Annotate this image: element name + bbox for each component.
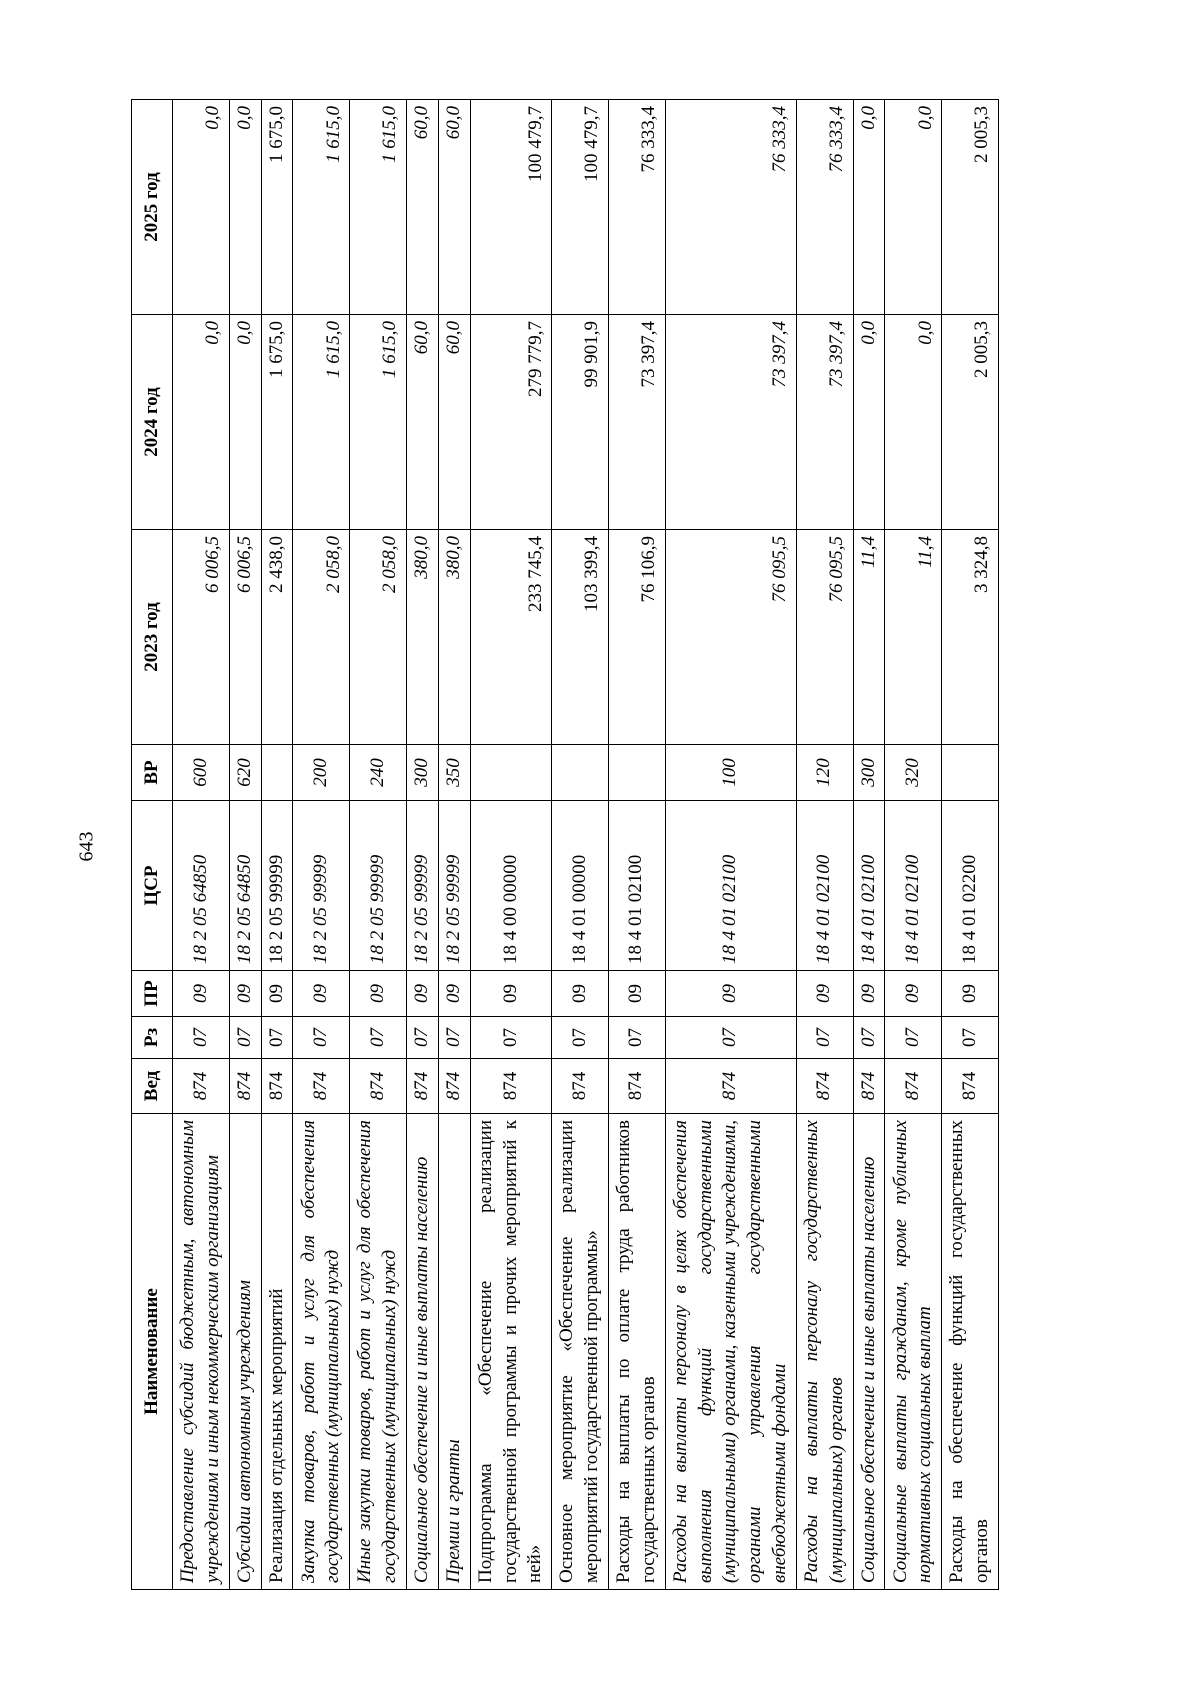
cell-rz: 07 [942, 1017, 999, 1059]
cell-vr: 300 [853, 745, 885, 801]
cell-ved: 874 [608, 1059, 665, 1114]
header-csr: ЦСР [132, 801, 173, 971]
cell-name: Основное мероприятие «Обеспечение реализации мероприятий государственной программы» [552, 1114, 609, 1590]
table-row [350, 100, 407, 1590]
cell-pr: 09 [885, 971, 942, 1017]
cell-ved: 874 [406, 1059, 438, 1114]
cell-name: Расходы на обеспечение функций государственных органов [942, 1114, 999, 1590]
cell-rz: 07 [438, 1017, 470, 1059]
cell-name: Премии и гранты [438, 1114, 470, 1590]
cell-2024: 1 675,0 [261, 315, 293, 530]
cell-2024: 0,0 [885, 315, 942, 530]
cell-rz: 07 [173, 1017, 230, 1059]
cell-pr: 09 [293, 971, 350, 1017]
table-row [470, 100, 552, 1590]
cell-rz: 07 [552, 1017, 609, 1059]
cell-rz: 07 [796, 1017, 853, 1059]
cell-2023: 6 006,5 [229, 530, 261, 745]
cell-vr: 620 [229, 745, 261, 801]
cell-2025: 60,0 [406, 100, 438, 315]
cell-pr: 09 [608, 971, 665, 1017]
cell-csr: 18 4 01 02100 [608, 801, 665, 971]
cell-vr: 300 [406, 745, 438, 801]
cell-2023: 103 399,4 [552, 530, 609, 745]
cell-2025: 1 615,0 [350, 100, 407, 315]
cell-name: Субсидии автономным учреждениям [229, 1114, 261, 1590]
cell-pr: 09 [229, 971, 261, 1017]
cell-rz: 07 [608, 1017, 665, 1059]
cell-csr: 18 4 01 02100 [885, 801, 942, 971]
header-rz: Рз [132, 1017, 173, 1059]
table-row [406, 100, 438, 1590]
header-name: Наименование [132, 1114, 173, 1590]
cell-vr [942, 745, 999, 801]
header-ved: Вед [132, 1059, 173, 1114]
cell-pr: 09 [438, 971, 470, 1017]
cell-rz: 07 [229, 1017, 261, 1059]
table-row [173, 100, 230, 1590]
cell-2023: 380,0 [438, 530, 470, 745]
table-row [608, 100, 665, 1590]
cell-pr: 09 [173, 971, 230, 1017]
header-pr: ПР [132, 971, 173, 1017]
page-number: 643 [75, 831, 98, 862]
cell-csr: 18 2 05 64850 [229, 801, 261, 971]
cell-2024: 0,0 [173, 315, 230, 530]
cell-2025: 60,0 [438, 100, 470, 315]
cell-name: Закупка товаров, работ и услуг для обеспечения государственных (муниципальных) нужд [293, 1114, 350, 1590]
table-row [229, 100, 261, 1590]
cell-rz: 07 [293, 1017, 350, 1059]
cell-ved: 874 [942, 1059, 999, 1114]
cell-ved: 874 [350, 1059, 407, 1114]
cell-2023: 11,4 [853, 530, 885, 745]
cell-2023: 380,0 [406, 530, 438, 745]
cell-2023: 3 324,8 [942, 530, 999, 745]
cell-ved: 874 [552, 1059, 609, 1114]
cell-csr: 18 2 05 99999 [406, 801, 438, 971]
cell-name: Социальное обеспечение и иные выплаты населению [406, 1114, 438, 1590]
header-vr: ВР [132, 745, 173, 801]
table-row [552, 100, 609, 1590]
cell-vr: 240 [350, 745, 407, 801]
cell-2024: 1 615,0 [350, 315, 407, 530]
cell-name: Социальные выплаты гражданам, кроме публичных нормативных социальных выплат [885, 1114, 942, 1590]
cell-name: Расходы на выплаты по оплате труда работников государственных органов [608, 1114, 665, 1590]
table-row [942, 100, 999, 1590]
rotated-page-content [131, 100, 999, 1590]
cell-2023: 2 058,0 [293, 530, 350, 745]
cell-pr: 09 [261, 971, 293, 1017]
cell-vr [552, 745, 609, 801]
table-header-row [132, 100, 173, 1590]
cell-name: Расходы на выплаты персоналу государственных (муниципальных) органов [796, 1114, 853, 1590]
cell-2025: 1 615,0 [293, 100, 350, 315]
cell-ved: 874 [293, 1059, 350, 1114]
cell-rz: 07 [470, 1017, 552, 1059]
cell-csr: 18 4 00 00000 [470, 801, 552, 971]
cell-csr: 18 4 01 02100 [796, 801, 853, 971]
cell-2025: 100 479,7 [552, 100, 609, 315]
cell-2023: 11,4 [885, 530, 942, 745]
cell-ved: 874 [885, 1059, 942, 1114]
cell-pr: 09 [796, 971, 853, 1017]
cell-rz: 07 [261, 1017, 293, 1059]
cell-csr: 18 4 01 02100 [853, 801, 885, 971]
cell-csr: 18 2 05 99999 [261, 801, 293, 971]
table-row [293, 100, 350, 1590]
cell-2023: 76 095,5 [796, 530, 853, 745]
cell-2025: 76 333,4 [608, 100, 665, 315]
cell-rz: 07 [885, 1017, 942, 1059]
cell-vr [470, 745, 552, 801]
cell-vr: 120 [796, 745, 853, 801]
cell-ved: 874 [438, 1059, 470, 1114]
cell-pr: 09 [665, 971, 796, 1017]
cell-name: Расходы на выплаты персоналу в целях обеспечения выполнения функций государственными (муниципальными) органами, казенными учреждениями, органами управления государственными внебюджетными фондами [665, 1114, 796, 1590]
cell-2025: 2 005,3 [942, 100, 999, 315]
cell-2024: 73 397,4 [796, 315, 853, 530]
cell-2025: 0,0 [173, 100, 230, 315]
cell-ved: 874 [796, 1059, 853, 1114]
table-row [261, 100, 293, 1590]
cell-2025: 0,0 [885, 100, 942, 315]
cell-2025: 1 675,0 [261, 100, 293, 315]
cell-csr: 18 2 05 99999 [438, 801, 470, 971]
table-row [853, 100, 885, 1590]
cell-name: Реализация отдельных мероприятий [261, 1114, 293, 1590]
cell-pr: 09 [853, 971, 885, 1017]
cell-ved: 874 [261, 1059, 293, 1114]
cell-rz: 07 [853, 1017, 885, 1059]
cell-2025: 76 333,4 [665, 100, 796, 315]
cell-2024: 60,0 [406, 315, 438, 530]
cell-ved: 874 [853, 1059, 885, 1114]
cell-rz: 07 [350, 1017, 407, 1059]
cell-csr: 18 4 01 00000 [552, 801, 609, 971]
cell-vr: 320 [885, 745, 942, 801]
cell-2025: 0,0 [229, 100, 261, 315]
cell-pr: 09 [350, 971, 407, 1017]
cell-2024: 279 779,7 [470, 315, 552, 530]
cell-vr [608, 745, 665, 801]
cell-pr: 09 [470, 971, 552, 1017]
table-row [885, 100, 942, 1590]
cell-2023: 2 438,0 [261, 530, 293, 745]
cell-csr: 18 2 05 99999 [293, 801, 350, 971]
cell-pr: 09 [942, 971, 999, 1017]
cell-vr: 100 [665, 745, 796, 801]
header-2024: 2024 год [132, 315, 173, 530]
cell-name: Социальное обеспечение и иные выплаты населению [853, 1114, 885, 1590]
cell-ved: 874 [173, 1059, 230, 1114]
cell-rz: 07 [406, 1017, 438, 1059]
table-row [796, 100, 853, 1590]
cell-pr: 09 [552, 971, 609, 1017]
cell-vr: 600 [173, 745, 230, 801]
cell-2024: 2 005,3 [942, 315, 999, 530]
cell-2024: 73 397,4 [608, 315, 665, 530]
cell-ved: 874 [470, 1059, 552, 1114]
cell-2023: 76 095,5 [665, 530, 796, 745]
cell-2025: 100 479,7 [470, 100, 552, 315]
cell-pr: 09 [406, 971, 438, 1017]
cell-ved: 874 [665, 1059, 796, 1114]
cell-vr: 350 [438, 745, 470, 801]
cell-2024: 99 901,9 [552, 315, 609, 530]
cell-2025: 0,0 [853, 100, 885, 315]
cell-2023: 76 106,9 [608, 530, 665, 745]
header-2023: 2023 год [132, 530, 173, 745]
cell-2024: 73 397,4 [665, 315, 796, 530]
cell-ved: 874 [229, 1059, 261, 1114]
cell-2024: 60,0 [438, 315, 470, 530]
header-2025: 2025 год [132, 100, 173, 315]
cell-rz: 07 [665, 1017, 796, 1059]
cell-vr: 200 [293, 745, 350, 801]
budget-table [131, 99, 999, 1590]
cell-2023: 2 058,0 [350, 530, 407, 745]
cell-name: Иные закупки товаров, работ и услуг для обеспечения государственных (муниципальных) нужд [350, 1114, 407, 1590]
cell-name: Предоставление субсидий бюджетным, автономным учреждениям и иным некоммерческим организациям [173, 1114, 230, 1590]
cell-2024: 0,0 [853, 315, 885, 530]
cell-csr: 18 2 05 99999 [350, 801, 407, 971]
cell-name: Подпрограмма «Обеспечение реализации государственной программы и прочих мероприятий к ней» [470, 1114, 552, 1590]
cell-vr [261, 745, 293, 801]
cell-csr: 18 2 05 64850 [173, 801, 230, 971]
table-row [665, 100, 796, 1590]
table-row [438, 100, 470, 1590]
cell-2023: 233 745,4 [470, 530, 552, 745]
cell-2024: 0,0 [229, 315, 261, 530]
cell-csr: 18 4 01 02200 [942, 801, 999, 971]
cell-2023: 6 006,5 [173, 530, 230, 745]
cell-2025: 76 333,4 [796, 100, 853, 315]
cell-2024: 1 615,0 [293, 315, 350, 530]
cell-csr: 18 4 01 02100 [665, 801, 796, 971]
